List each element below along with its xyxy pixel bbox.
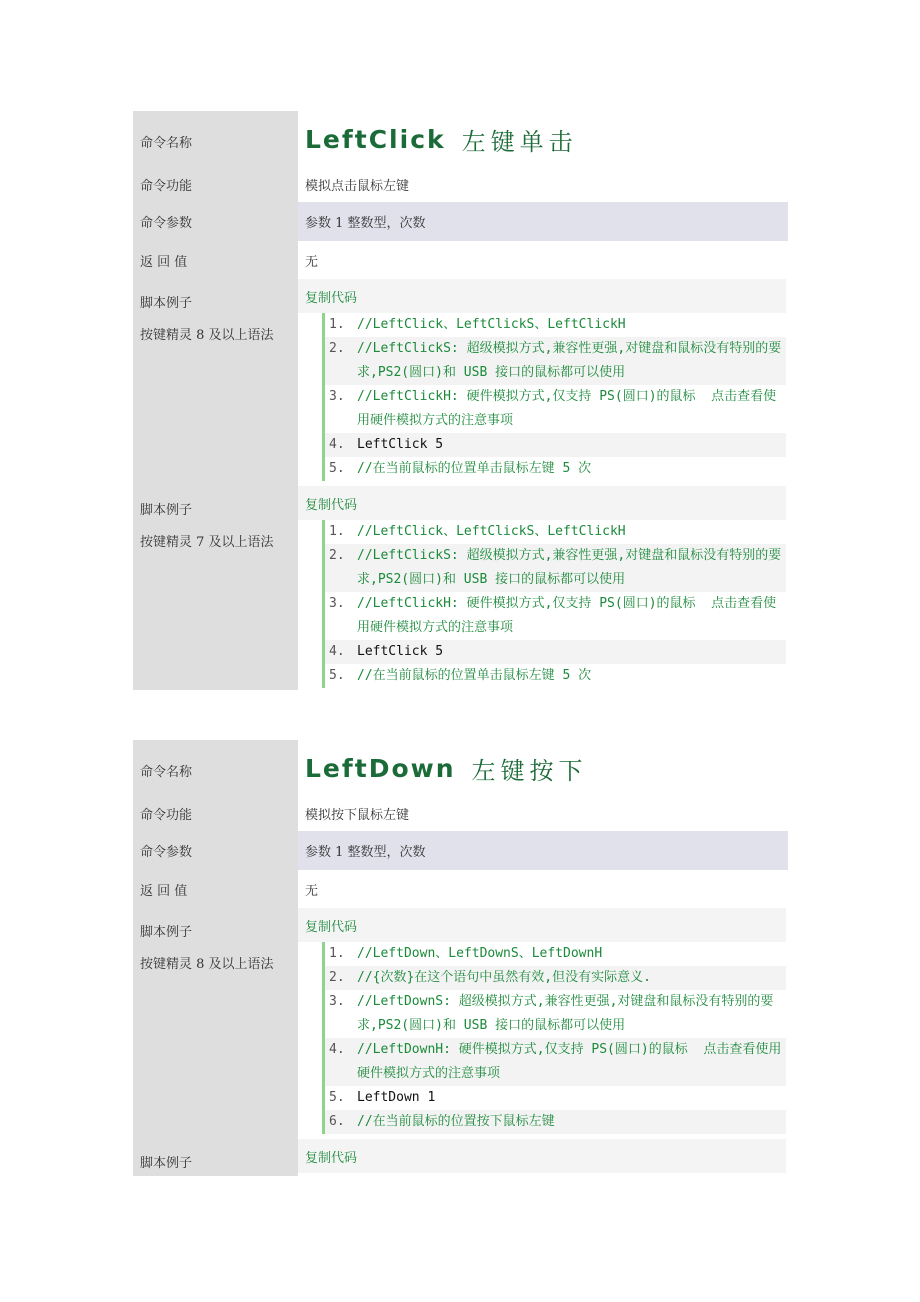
command-function-row — [133, 796, 788, 831]
script-example-label: 脚本例子 — [140, 925, 193, 940]
syntax-version-label: 按键精灵 7 及以上语法 — [140, 534, 274, 550]
command-return-value: 无 — [305, 883, 319, 899]
command-param-label: 命令参数 — [133, 202, 298, 241]
code-line: 3. //LeftDownS: 超级模拟方式,兼容性更强,对键盘和鼠标没有特别的要求,PS2(圆口)和 USB 接口的鼠标都可以使用 — [325, 990, 786, 1038]
command-return-row — [133, 870, 788, 908]
code-line: 2. //{次数}在这个语句中虽然有效,但没有实际意义. — [325, 966, 786, 990]
code-line: 2. //LeftClickS: 超级模拟方式,兼容性更强,对键盘和鼠标没有特别的要求,PS2(圆口)和 USB 接口的鼠标都可以使用 — [325, 544, 786, 592]
code-line: 5. //在当前鼠标的位置单击鼠标左键 5 次 — [325, 664, 786, 688]
command-param-row — [133, 831, 788, 870]
command-return-label: 返 回 值 — [133, 241, 298, 279]
command-title-cn: 左键按下 — [471, 756, 588, 785]
copy-code-link[interactable]: 复制代码 — [298, 486, 786, 520]
code-line: 1. //LeftDown、LeftDownS、LeftDownH — [325, 942, 786, 966]
code-line: 1. //LeftClick、LeftClickS、LeftClickH — [325, 313, 786, 337]
code-line: 5. //在当前鼠标的位置单击鼠标左键 5 次 — [325, 457, 786, 481]
script-example — [133, 1139, 788, 1176]
script-example-label: 脚本例子 — [140, 1156, 193, 1171]
command-return-row — [133, 241, 788, 279]
script-example-label: 脚本例子 — [140, 503, 193, 518]
code-line: 2. //LeftClickS: 超级模拟方式,兼容性更强,对键盘和鼠标没有特别的要求,PS2(圆口)和 USB 接口的鼠标都可以使用 — [325, 337, 786, 385]
command-name-label: 命令名称 — [133, 740, 298, 796]
code-block — [322, 520, 786, 688]
command-title: LeftClick — [305, 124, 446, 154]
command-param-value: 参数 1 整数型，次数 — [298, 202, 788, 241]
command-function-row — [133, 167, 788, 202]
script-example — [133, 908, 788, 1139]
code-block — [322, 313, 786, 481]
command-name-label: 命令名称 — [133, 111, 298, 167]
script-example-label: 脚本例子 — [140, 296, 193, 311]
command-name-row — [133, 740, 788, 796]
command-return-label: 返 回 值 — [133, 870, 298, 908]
script-example — [133, 486, 788, 690]
command-block-leftdown — [133, 740, 788, 1176]
command-title-cn: 左键单击 — [461, 127, 578, 156]
copy-code-link[interactable]: 复制代码 — [298, 279, 786, 313]
code-line: 4. LeftClick 5 — [325, 640, 786, 664]
code-line: 6. //在当前鼠标的位置按下鼠标左键 — [325, 1110, 786, 1134]
code-line: 5. LeftDown 1 — [325, 1086, 786, 1110]
code-line: 3. //LeftClickH: 硬件模拟方式,仅支持 PS(圆口)的鼠标 点击查看使用硬件模拟方式的注意事项 — [325, 592, 786, 640]
copy-code-link[interactable]: 复制代码 — [298, 1139, 786, 1173]
command-param-value: 参数 1 整数型，次数 — [298, 831, 788, 870]
code-block — [322, 942, 786, 1134]
syntax-version-label: 按键精灵 8 及以上语法 — [140, 327, 274, 343]
code-line: 3. //LeftClickH: 硬件模拟方式,仅支持 PS(圆口)的鼠标 点击查看使用硬件模拟方式的注意事项 — [325, 385, 786, 433]
command-return-value: 无 — [305, 254, 319, 270]
code-line: 4. LeftClick 5 — [325, 433, 786, 457]
command-function-value: 模拟点击鼠标左键 — [305, 179, 410, 194]
command-name-row — [133, 111, 788, 167]
command-function-value: 模拟按下鼠标左键 — [305, 808, 410, 823]
copy-code-link[interactable]: 复制代码 — [298, 908, 786, 942]
syntax-version-label: 按键精灵 8 及以上语法 — [140, 956, 274, 972]
command-block-leftclick — [133, 111, 788, 690]
command-title: LeftDown — [305, 753, 456, 783]
command-param-row — [133, 202, 788, 241]
code-line: 4. //LeftDownH: 硬件模拟方式,仅支持 PS(圆口)的鼠标 点击查看使用硬件模拟方式的注意事项 — [325, 1038, 786, 1086]
command-function-label: 命令功能 — [133, 796, 298, 831]
script-example — [133, 279, 788, 486]
command-function-label: 命令功能 — [133, 167, 298, 202]
command-param-label: 命令参数 — [133, 831, 298, 870]
code-line: 1. //LeftClick、LeftClickS、LeftClickH — [325, 520, 786, 544]
